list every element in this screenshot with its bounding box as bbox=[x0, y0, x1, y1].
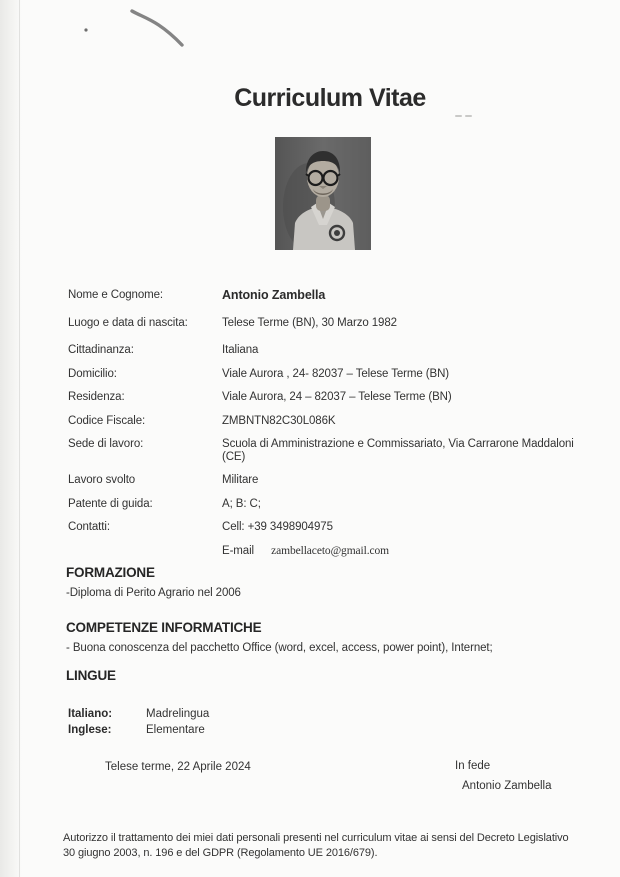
field-label bbox=[68, 545, 222, 558]
info-row-cittadinanza bbox=[68, 344, 598, 357]
pen-mark-artifact bbox=[70, 2, 210, 57]
section-line: - Buona conoscenza del pacchetto Office (word, excel, access, power point), Internet; bbox=[66, 642, 493, 654]
signature-name: Antonio Zambella bbox=[462, 780, 552, 792]
section-lingue bbox=[66, 668, 586, 683]
info-row-sede-lavoro bbox=[68, 438, 598, 463]
info-row-codice-fiscale bbox=[68, 415, 598, 428]
section-formazione bbox=[66, 565, 586, 599]
info-row-contatti bbox=[68, 521, 598, 534]
field-value: A; B: C; bbox=[222, 497, 261, 510]
field-label: Patente di guida: bbox=[68, 497, 153, 510]
field-value: Viale Aurora, 24 – 82037 – Telese Terme (BN) bbox=[222, 391, 452, 403]
field-label: Cittadinanza: bbox=[68, 344, 134, 356]
personal-info-table bbox=[68, 289, 598, 568]
field-label: Luogo e data di nascita: bbox=[68, 316, 188, 329]
field-value: Cell: +39 3498904975 bbox=[222, 521, 333, 533]
field-label: Domicilio: bbox=[68, 367, 117, 380]
signature-date-line: Telese terme, 22 Aprile 2024 bbox=[105, 761, 251, 773]
language-label: Italiano: bbox=[68, 708, 113, 720]
field-label: Lavoro svolto bbox=[68, 474, 136, 486]
section-heading: LINGUE bbox=[66, 668, 116, 683]
page-title: Curriculum Vitae bbox=[234, 84, 426, 112]
languages-table bbox=[68, 706, 209, 738]
section-competenze-informatiche bbox=[66, 620, 586, 654]
field-value: Viale Aurora , 24- 82037 – Telese Terme (BN) bbox=[222, 367, 450, 380]
info-row-patente bbox=[68, 498, 598, 511]
field-value: ZMBNTN82C30L086K bbox=[222, 414, 336, 427]
field-value: Antonio Zambella bbox=[222, 288, 326, 302]
email-label: E-mail bbox=[222, 544, 254, 557]
info-row-lavoro-svolto bbox=[68, 474, 598, 487]
language-level: Elementare bbox=[146, 724, 205, 736]
language-level: Madrelingua bbox=[146, 708, 210, 720]
language-row-italiano bbox=[68, 706, 209, 722]
section-line: -Diploma di Perito Agrario nel 2006 bbox=[66, 587, 241, 599]
portrait-photo bbox=[275, 137, 371, 250]
language-row-inglese bbox=[68, 722, 209, 738]
scan-edge-line bbox=[19, 0, 20, 877]
email-address: zambellaceto@gmail.com bbox=[271, 544, 390, 557]
field-value: Militare bbox=[222, 474, 259, 486]
field-value: Telese Terme (BN), 30 Marzo 1982 bbox=[222, 316, 397, 329]
info-row-residenza bbox=[68, 391, 598, 404]
field-label: Residenza: bbox=[68, 391, 125, 403]
field-label: Codice Fiscale: bbox=[68, 414, 146, 427]
field-label: Contatti: bbox=[68, 521, 110, 533]
field-value: Italiana bbox=[222, 344, 259, 356]
info-row-email bbox=[68, 545, 598, 558]
field-label: Nome e Cognome: bbox=[68, 289, 164, 301]
language-label: Inglese: bbox=[68, 724, 112, 736]
field-value bbox=[222, 545, 389, 558]
section-heading: FORMAZIONE bbox=[66, 565, 155, 580]
field-value: Scuola di Amministrazione e Commissariato, Via Carrarone Maddaloni (CE) bbox=[222, 438, 574, 463]
field-label: Sede di lavoro: bbox=[68, 438, 144, 450]
signature-closing: In fede bbox=[455, 760, 491, 772]
info-row-nome bbox=[68, 289, 598, 302]
info-row-nascita bbox=[68, 317, 598, 330]
scan-speck-artifact bbox=[455, 107, 481, 117]
privacy-statement: Autorizzo il trattamento dei miei dati personali presenti nel curriculum vitae ai sensi del Decreto Legislativo 30 giugno 2003, n. 196 e del GDPR (Regolamento UE 2016/679). bbox=[63, 832, 569, 859]
info-row-domicilio bbox=[68, 368, 598, 381]
section-heading: COMPETENZE INFORMATICHE bbox=[66, 620, 262, 635]
